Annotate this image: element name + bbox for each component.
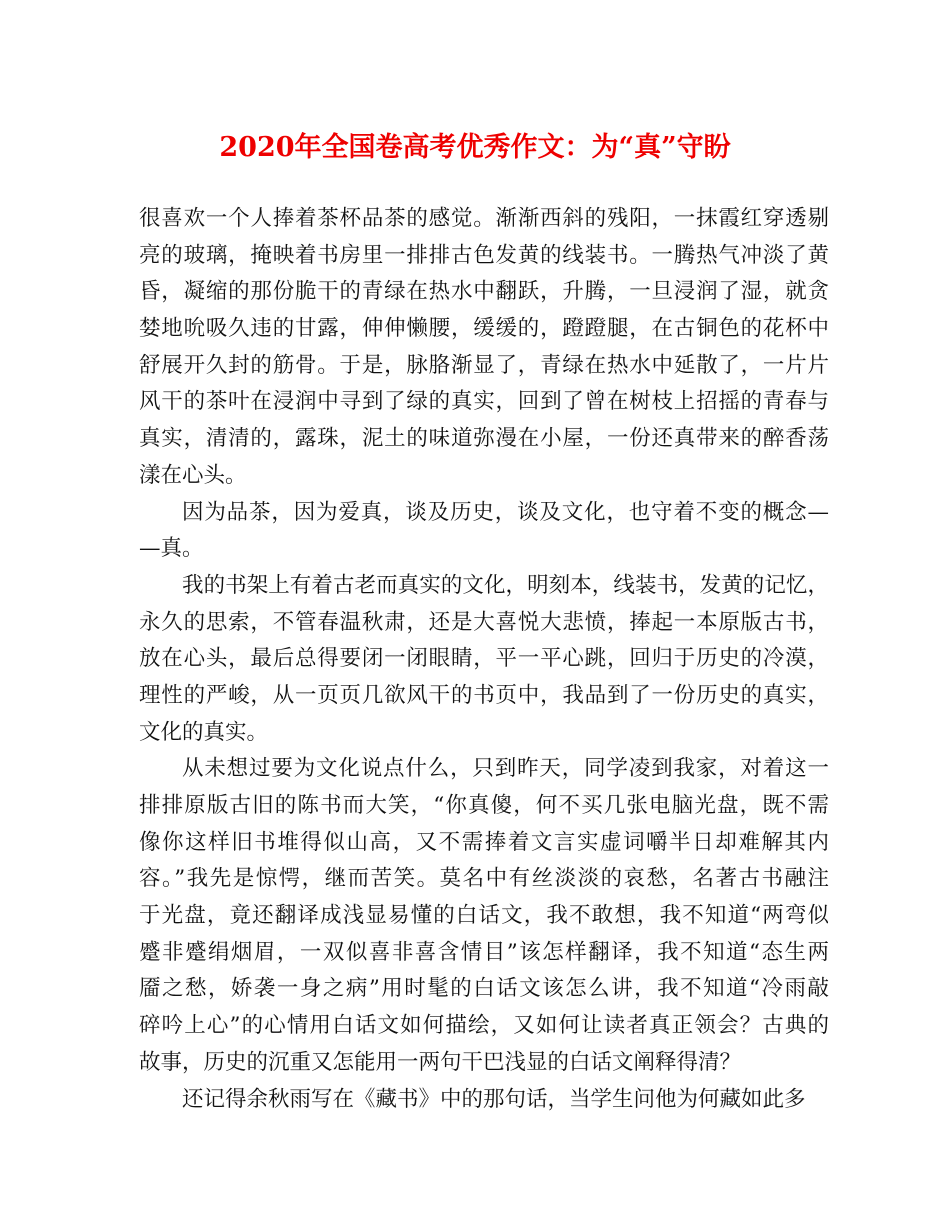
paragraph-line: 风干的茶叶在浸润中寻到了绿的真实，回到了曾在树枝上招摇的青春与 [139, 389, 829, 415]
paragraph-line: 我的书架上有着古老而真实的文化，明刻本，线装书，发黄的记忆， [182, 572, 829, 598]
paragraph-line: 舒展开久封的筋骨。于是，脉胳渐显了，青绿在热水中延散了，一片片 [139, 352, 829, 378]
paragraph [139, 1082, 829, 1119]
paragraph-line: 因为品茶，因为爱真，谈及历史，谈及文化，也守着不变的概念— [182, 499, 829, 525]
paragraph-line: 婪地吮吸久违的甘露，伸伸懒腰，缓缓的，蹬蹬腿，在古铜色的花杯中 [139, 316, 829, 342]
paragraph-line: 排排原版古旧的陈书而大笑，“你真傻，何不买几张电脑光盘，既不需 [139, 793, 829, 818]
paragraph-line: 碎吟上心”的心情用白话文如何描绘，又如何让读者真正领会？古典的 [139, 1013, 829, 1039]
paragraph-line: 文化的真实。 [139, 719, 269, 745]
paragraph-line: 蹙非蹙绢烟眉，一双似喜非喜含情目”该怎样翻译，我不知道“态生两 [139, 939, 829, 965]
paragraph-line: 于光盘，竟还翻译成浅显易懂的白话文，我不敢想，我不知道“两弯似 [139, 903, 829, 929]
paragraph-line: 像你这样旧书堆得似山高，又不需捧着文言实虚词嚼半日却难解其内 [139, 829, 829, 855]
paragraph-line: 容。”我先是惊愕，继而苦笑。莫名中有丝淡淡的哀愁，名著古书融注 [139, 866, 829, 892]
paragraph-line: —真。 [139, 536, 204, 562]
paragraph [139, 568, 829, 751]
paragraph-line: 从未想过要为文化说点什么，只到昨天，同学凌到我家，对着这一 [182, 756, 829, 782]
paragraph-line: 故事，历史的沉重又怎能用一两句干巴浅显的白话文阐释得清？ [139, 1049, 742, 1075]
paragraph-line: 理性的严峻，从一页页几欲风干的书页中，我品到了一份历史的真实， [139, 682, 829, 708]
paragraph-line: 真实，清清的，露珠，泥土的味道弥漫在小屋，一份还真带来的醉香荡 [139, 426, 829, 452]
paragraph-line: 靥之愁，娇袭一身之病”用时髦的白话文该怎么讲，我不知道“冷雨敲 [139, 976, 829, 1002]
paragraph-line: 昏，凝缩的那份脆干的青绿在热水中翻跃，升腾，一旦浸润了湿，就贪 [139, 279, 829, 305]
paragraph [139, 495, 829, 568]
paragraph-line: 很喜欢一个人捧着茶杯品茶的感觉。渐渐西斜的残阳，一抹霞红穿透剔 [139, 206, 829, 231]
document-body [139, 201, 829, 1118]
paragraph-line: 放在心头，最后总得要闭一闭眼睛，平一平心跳，回归于历史的冷漠， [139, 646, 829, 672]
paragraph-line: 漾在心头。 [139, 462, 247, 488]
paragraph-line: 亮的玻璃，掩映着书房里一排排古色发黄的线装书。一腾热气冲淡了黄 [139, 242, 829, 268]
paragraph-line: 还记得余秋雨写在《藏书》中的那句话，当学生问他为何藏如此多 [182, 1086, 806, 1112]
paragraph [139, 201, 829, 495]
paragraph [139, 751, 829, 1081]
paragraph-line: 永久的思索，不管春温秋肃，还是大喜悦大悲愤，捧起一本原版古书， [139, 609, 829, 635]
document-title: 2020年全国卷高考优秀作文：为“真”守盼 [219, 132, 731, 163]
